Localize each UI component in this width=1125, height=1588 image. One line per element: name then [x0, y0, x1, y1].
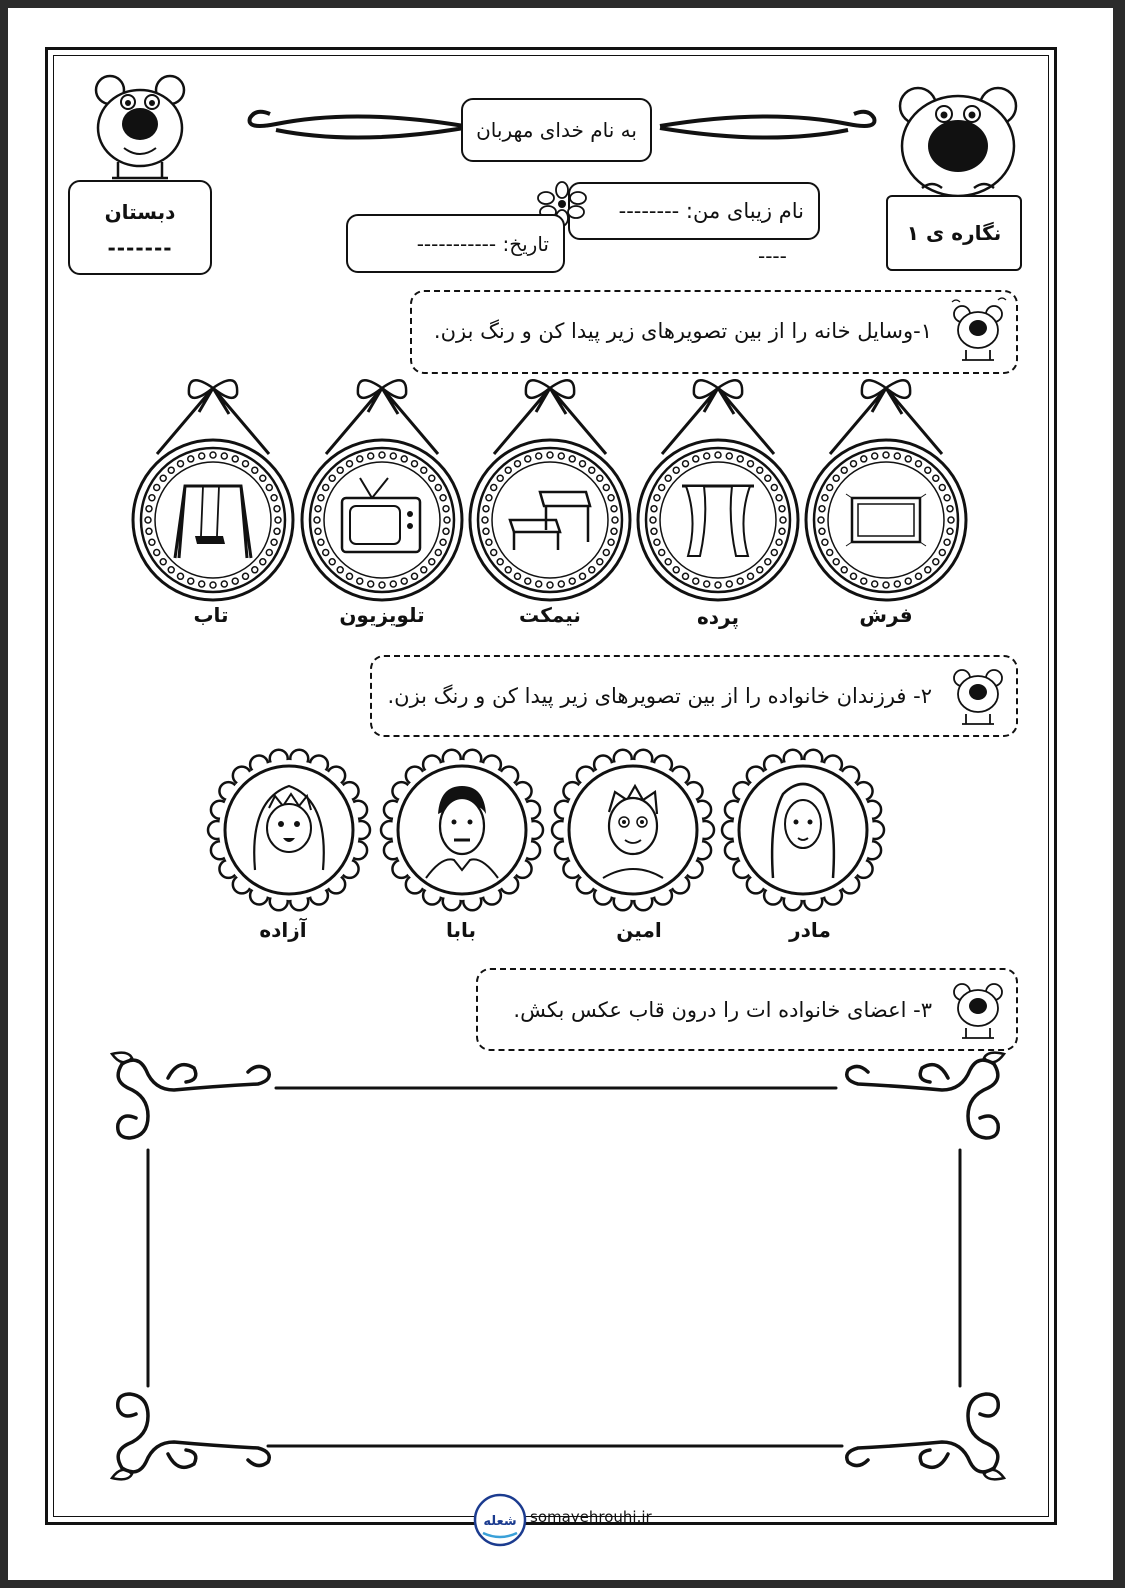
- school-name-box: [68, 180, 212, 275]
- school-label: دبستان: [104, 200, 176, 224]
- medallion-item-2[interactable]: [638, 380, 798, 600]
- medallion-item-5[interactable]: [133, 380, 293, 600]
- site-logo-text: شعله: [483, 1514, 517, 1529]
- medallion-member-1[interactable]: [722, 750, 884, 911]
- item-label-swing: تاب: [193, 603, 229, 627]
- member-label-father: بابا: [445, 918, 477, 942]
- member-label-amin: امین: [616, 918, 662, 942]
- rug-icon: [846, 494, 926, 546]
- item-label-bench: نیمکت: [519, 603, 581, 627]
- item-label-tv: تلویزیون: [339, 603, 425, 627]
- medallion-member-2[interactable]: [552, 750, 714, 911]
- household-items-row: [0, 390, 1125, 600]
- puppy-icon: [948, 976, 1010, 1042]
- exercise-3-instruction: ۳- اعضای خانواده ات را درون قاب عکس بکش.: [513, 998, 932, 1022]
- school-blank[interactable]: -------: [107, 236, 173, 260]
- medallion-item-4[interactable]: [302, 380, 462, 600]
- medallion-member-3[interactable]: [381, 750, 543, 911]
- medallion-item-1[interactable]: [806, 380, 966, 600]
- site-logo-icon: [473, 1493, 527, 1547]
- drawing-frame[interactable]: [108, 1050, 1008, 1490]
- family-members-row: [0, 750, 1125, 920]
- name-blank-tail: ----: [758, 244, 787, 268]
- student-name-field[interactable]: نام زیبای من: --------: [568, 182, 820, 240]
- lesson-number-box: [886, 195, 1022, 271]
- medallion-member-4[interactable]: [208, 750, 370, 911]
- bear-mascot-icon: [88, 72, 192, 182]
- site-url[interactable]: somayehrouhi.ir: [530, 1508, 652, 1526]
- mother-portrait-icon: [772, 784, 834, 878]
- page-title: به نام خدای مهربان: [461, 98, 652, 162]
- item-label-rug: فرش: [859, 603, 913, 627]
- medallion-item-3[interactable]: [470, 380, 630, 600]
- exercise-1-instruction: ۱-وسایل خانه را از بین تصویرهای زیر پیدا کن و رنگ بزن.: [433, 319, 932, 343]
- date-field[interactable]: تاریخ: -----------: [346, 214, 565, 273]
- exercise-2-instruction: ۲- فرزندان خانواده را از بین تصویرهای زیر پیدا کن و رنگ بزن.: [387, 684, 932, 708]
- puppy-icon: [948, 298, 1010, 364]
- puppy-icon: [948, 662, 1010, 728]
- bear-mascot-icon: [892, 84, 1024, 200]
- member-label-azadeh: آزاده: [259, 918, 307, 942]
- item-label-curtain: پرده: [696, 605, 740, 629]
- member-label-mother: مادر: [789, 918, 831, 942]
- lesson-number-label: نگاره ی ۱: [906, 221, 1002, 245]
